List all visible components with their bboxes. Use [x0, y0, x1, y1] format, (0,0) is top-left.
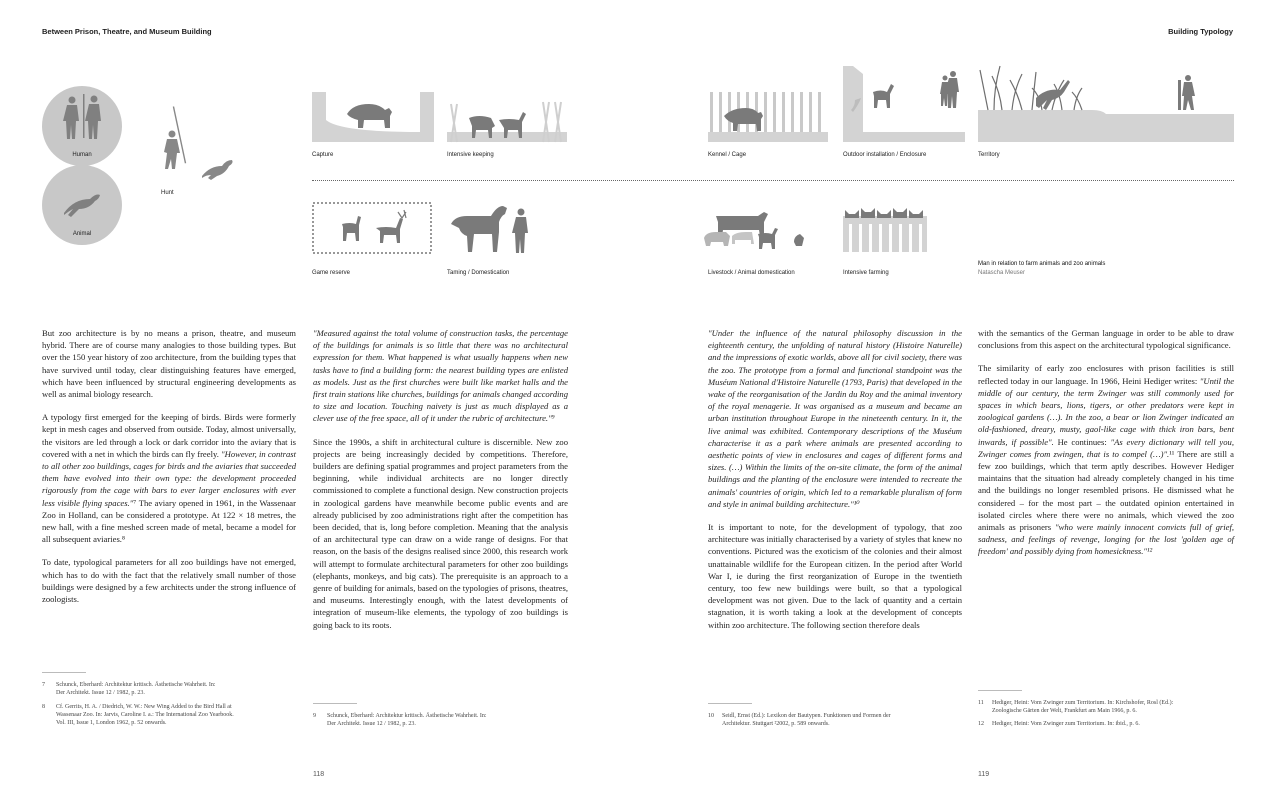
caption-game-reserve: Game reserve: [312, 270, 351, 276]
intensive-farming-illustration: [843, 206, 927, 252]
caption-kennel-cage: Kennel / Cage: [708, 152, 747, 158]
footnote-text: Der Architekt. Issue 12 / 1982, p. 23.: [327, 721, 416, 728]
footnote-number: 7: [42, 682, 45, 688]
circle-label-animal: Animal: [72, 231, 92, 237]
block-quote: "Measured against the total volume of construction tasks, the percentage of the buildings for animals is so little that there was no architectural expression for them. What happened is what usually happens when new tasks have to find a building form: the nearest building types are enlisted as models. Just as the first churches were built like market halls and the first train stations like churches, buildings for animals changed according to size and location. Touching naivety is just as much displayed as a clever use of the free space, all of it under the rubric of architecture."⁹: [313, 328, 568, 424]
footnote-text: Architektur. Stuttgart ²2002, p. 589 onwards.: [722, 721, 830, 728]
footnote-text: Hediger, Heini: Vom Zwinger zum Territorium. In: Kirchshofer, Rosl (Ed.):: [992, 700, 1174, 706]
footnote-text: Schunck, Eberhard: Architektur kritisch. Ästhetische Wahrheit. In:: [56, 682, 216, 688]
running-header-right: Building Typology: [1168, 27, 1233, 36]
footnote-11: [978, 699, 1238, 715]
footnote-text: Wassenaar Zoo. In: Jarvis, Caroline I. a.: The International Zoo Yearbook.: [56, 712, 234, 719]
footnote-12: [978, 720, 1238, 728]
livestock-illustration: [702, 210, 812, 252]
animal-circle: [42, 165, 122, 245]
quote-run: "However, in contrast to all other zoo buildings, cages for birds and the aviaries that succeeded them have evolved into their own type: the development proceeded rigorously from the cage with bars to ever larger enclosures with ever less visible flying spaces.": [42, 448, 296, 508]
footnote-text: Schunck, Eberhard: Architektur kritisch. Ästhetische Wahrheit. In:: [327, 713, 487, 719]
capture-illustration: [312, 92, 434, 142]
footnote-rule: [978, 690, 1022, 691]
paragraph: [978, 362, 1234, 557]
hunt-illustration: [152, 106, 242, 186]
footnote-rule: [313, 703, 357, 704]
quote-run: "As every dictionary will tell you, Zwinger comes from zwingen, that is to compel (…)".: [978, 436, 1234, 459]
footnote-rule: [708, 703, 752, 704]
footnote-text: Vol. III, Issue 1, London 1962, p. 52 onwards.: [56, 720, 167, 727]
footnote-rule: [42, 672, 86, 673]
taming-domestication-illustration: [447, 200, 537, 256]
figure-title: Man in relation to farm animals and zoo animals: [978, 261, 1106, 267]
footnote-number: 8: [42, 704, 45, 710]
footnote-text: Cf. Gerrits, H. A. / Diedrich, W. W.: New Wing Added to the Bird Hall at: [56, 704, 232, 710]
text-column-4: [978, 327, 1234, 569]
footnote-text: Der Architekt. Issue 12 / 1982, p. 23.: [56, 690, 145, 697]
footnote-number: 10: [708, 713, 714, 719]
footnote-text: Seidl, Ernst (Ed.): Lexikon der Bautypen. Funktionen und Formen der: [722, 713, 891, 719]
paragraph: But zoo architecture is by no means a prison, theatre, and museum hybrid. There are of course many analogies to those building types. But over the 150 year history of zoo architecture, from the building types that have survived until today, clear distinguishing features have emerged, which have been influenced by structural engineering developments as well as animal biology research.: [42, 328, 296, 400]
footnote-9: [313, 712, 573, 728]
hunt-label: Hunt: [161, 190, 174, 196]
quote-run: "who were mainly innocent convicts full of grief, sadness, and feelings of revenge, longing for the lost 'golden age of freedom' and possibly dying from homesickness."¹²: [978, 522, 1234, 557]
footnote-number: 9: [313, 713, 316, 719]
paragraph: It is important to note, for the development of typology, that zoo architecture was initially characterised by a variety of styles that knew no conventions. Pictured was the exoticism of the colonies and their almost unattainable wildlife for the European citizen. In the period after World War I, ie during the first reorganization of Europe in the twentieth century, too few new buildings were built, so that a typological development was not given. Due to the lack of quantity and a certain stagnation, it is worth taking a look at the development of concepts within zoo architecture. The following section therefore deals: [708, 522, 962, 630]
kennel-cage-illustration: [708, 92, 828, 142]
text-run: ¹¹ There are still a few zoo buildings, which that term aptly describes. However Hediger maintains that the situation had already completely changed in his time and the buildings no longer resembled prisons. He dismissed what he considered – for the most part – the outdated opinion entertained in isolated circles where there were no animals, which viewed the zoo animals as prisoners: [978, 448, 1234, 533]
circle-label-human: Human: [72, 152, 92, 158]
territory-illustration: [978, 62, 1234, 142]
footnote-8: [42, 703, 312, 728]
caption-taming: Taming / Domestication: [447, 270, 510, 276]
diagram-divider: [312, 180, 1234, 181]
paragraph: with the semantics of the German language in order to be able to draw conclusions from this aspect on the architectural typological significance.: [978, 328, 1234, 351]
quote-run: "Until the middle of our century, the term Zwinger was still commonly used for spaces in which bears, lions, tigers, or other predators were kept in zoological gardens (…). In the zoo, a bear or lion Zwinger indicated an old-fashioned, dreary, musty, gaol-like cage with thick iron bars, bent inwards, if possible".: [978, 375, 1235, 447]
human-circle: [42, 86, 122, 166]
page-number-left: 118: [313, 771, 325, 778]
footnote-text: Hediger, Heini: Vom Zwinger zum Territorium. In: ibid., p. 6.: [992, 721, 1140, 727]
game-reserve-illustration: [312, 202, 432, 254]
paragraph: To date, typological parameters for all zoo buildings have not emerged, which has to do with the fact that the relatively small number of those buildings were designed by a few architects under the strong influence of zoologists.: [42, 557, 296, 605]
footnote-text: Zoologische Gärten der Welt, Frankfurt am Main 1966, p. 6.: [992, 708, 1137, 715]
text-run: The similarity of early zoo enclosures with prison facilities is still reflected today in our language. In 1966, Heini Hediger writes:: [978, 363, 1234, 386]
caption-outdoor-enclosure: Outdoor installation / Enclosure: [843, 152, 927, 158]
caption-livestock: Livestock / Animal domestication: [708, 270, 795, 276]
block-quote: "Under the influence of the natural philosophy discussion in the eighteenth century, the unfolding of natural history (Histoire Naturelle) and the impressions of exotic worlds, above all for civil society, there was the zoo. The prototype from a formal and functional standpoint was the Muséum National d'Histoire Naturelle (1793, Paris) that developed in the wake of the reorganisation of the Jardin du Roy and the animal inventory of the royal menagerie. It was organised as a museum and became an urban institution throughout Europe in the nineteenth century. In it, the live animal was exhibited. Contemporary descriptions of the Muséum characterise it as a park where animals are presented according to aesthetic points of view in enclosures and cages of different forms and sizes. (…) Within the limits of the on-site climate, the form of the animal buildings and the planting of the enclosure were intended to recreate the animals' countries of origin, which led to a remarkable pluralism of form and style in animal building architecture."¹⁰: [708, 328, 962, 509]
outdoor-enclosure-illustration: [843, 66, 965, 142]
caption-intensive-farming: Intensive farming: [843, 270, 889, 276]
paragraph: Since the 1990s, a shift in architectural culture is discernible. New zoo projects are being increasingly decided by competitions. Therefore, builders are defining spatial programmes and project parameters from the beginning, while individual architects are no longer directly commissioned to complete a functional design. New construction projects in zoological gardens have meanwhile become public events and are already publicised by zoo administrations right after the competition has been decided, that is, long before completion. Meaning that the analysis of an architectural type can draw on a wide range of designs. For that reason, on the basis of the designs realised since 2000, this research work will attempt to formulate architectural parameters for other zoo buildings (elephants, monkeys, and big cats). The prerequisite is an approach to a genre of building for animals, based on the typologies of prisons, theatres, and museums. Interestingly enough, with the latest developments of integration of museum-like elements, the typology of zoo buildings is going back to its roots.: [313, 436, 568, 630]
figure-author: Natascha Meuser: [978, 270, 1026, 276]
text-run: ⁷ The aviary opened in 1961, in the Wassenaar Zoo in Holland, can be considered a prototype. At 122 × 18 metres, the new hall, with a fine meshed screen made of metal, became a model for all subsequent aviaries.⁸: [42, 497, 296, 545]
text-column-2: [313, 327, 568, 642]
running-header-left: Between Prison, Theatre, and Museum Building: [42, 27, 212, 36]
text-run: A typology first emerged for the keeping of birds. Birds were formerly kept in mesh cages and observed from outside. Today, almost universally, the visitors are led through a lock or dark corridor into the aviary that is covered with a net in which the birds can fly freely.: [42, 412, 296, 459]
page-number-right: 119: [978, 771, 990, 778]
text-column-1: [42, 327, 296, 616]
paragraph: [42, 411, 296, 545]
text-column-3: [708, 327, 962, 642]
text-run: He continues:: [1053, 436, 1111, 447]
footnote-number: 12: [978, 721, 984, 727]
caption-territory: Territory: [978, 152, 1000, 158]
footnote-7: [42, 681, 302, 697]
footnote-number: 11: [978, 700, 984, 706]
intensive-keeping-illustration: [447, 98, 567, 144]
footnote-10: [708, 712, 968, 728]
caption-capture: Capture: [312, 152, 334, 158]
caption-intensive-keeping: Intensive keeping: [447, 152, 494, 158]
